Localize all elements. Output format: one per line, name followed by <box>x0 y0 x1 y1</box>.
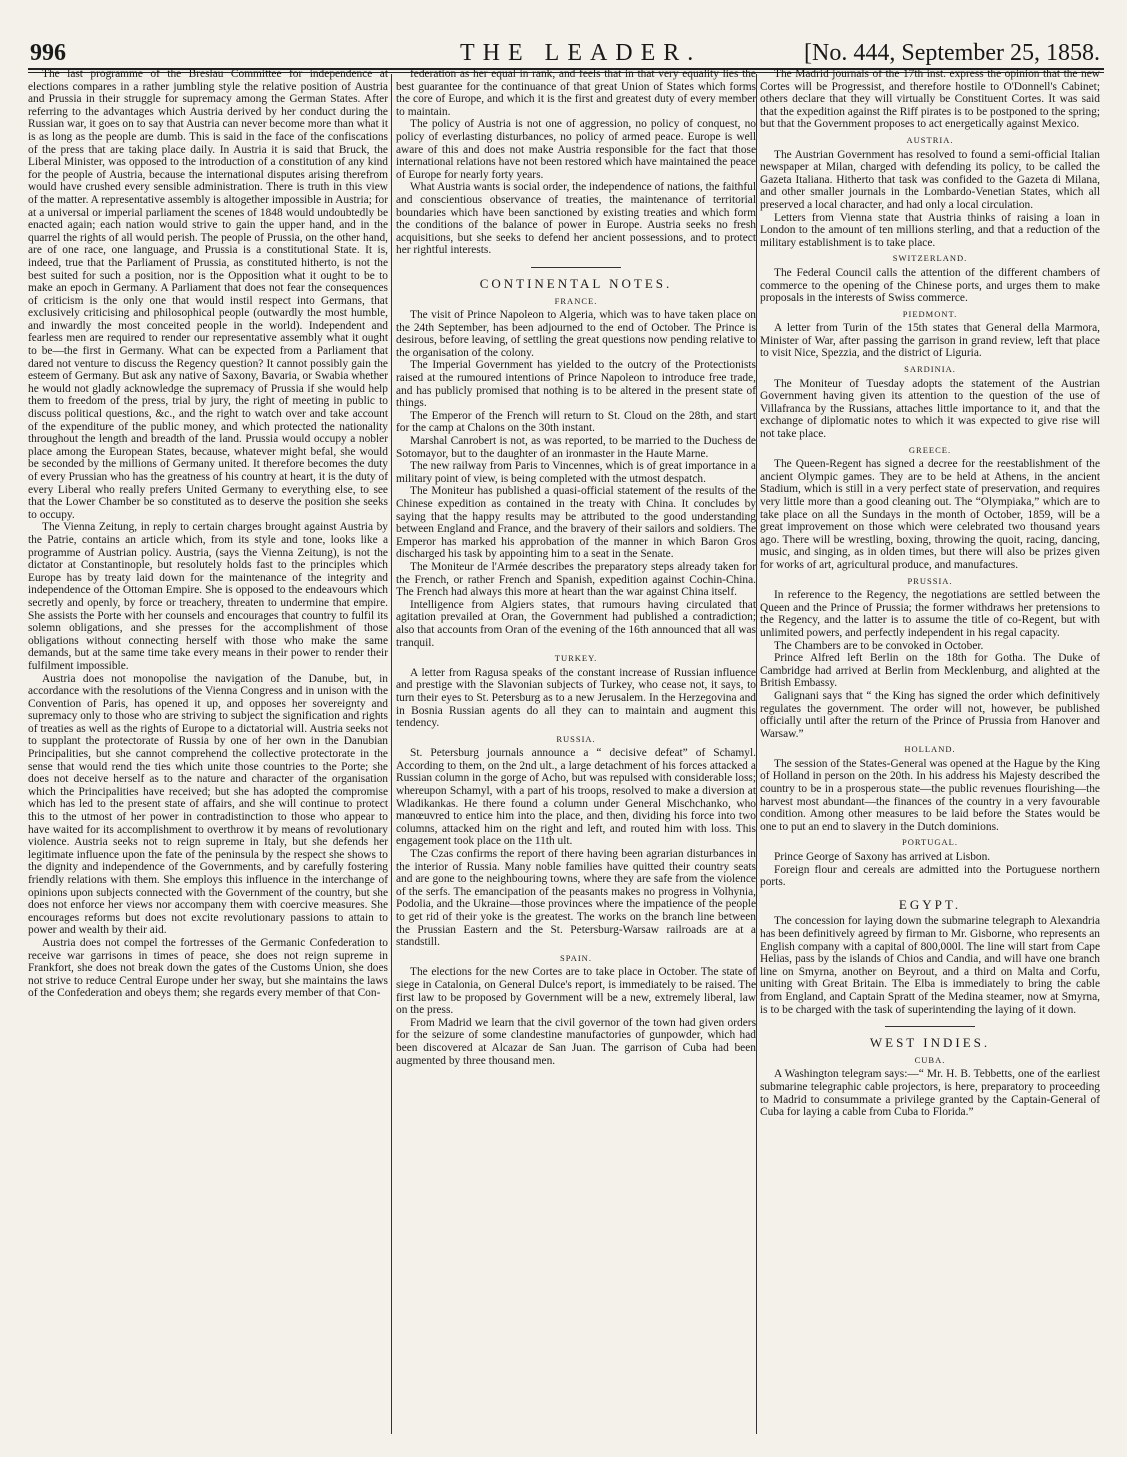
paragraph: The Imperial Government has yielded to the outcry of the Protectionists raised at the rumoured intentions of Prince Napoleon to introduce free trade, and has publicly promised that nothing is to be altered in the present state of things. <box>396 359 756 410</box>
section-heading: CONTINENTAL NOTES. <box>479 275 673 291</box>
paragraph: In reference to the Regency, the negotiations are settled between the Queen and the Prince of Prussia; the former withdraws her pretensions to the Regency, and the latter is to assume the title of co-Regent, but with unlimited powers, and perfectly independent in his regal capacity. <box>760 589 1100 639</box>
subsection-heading: PRUSSIA. <box>907 575 953 586</box>
paragraph: Austria does not compel the fortresses of the Germanic Confederation to receive war garrisons in times of peace, she does not reign supreme in Frankfort, she does not break down the gates of the Customs Union, she does not strive to reduce Central Europe under her sway, but she maintains the laws of the Confederation and obeys them; she regards every member of that Con- <box>28 936 388 1000</box>
paragraph: The Czas confirms the report of there having been agrarian disturbances in the interior of Russia. Many noble families have quitted their country seats and are gone to the neighbouring towns, where they are safe from the violence of the serfs. The emancipation of the peasants makes no progress in Volhynia, Podolia, and the Ukraine—those provinces where the impatience of the people to get rid of their yoke is the greatest. The works on the branch line between the Prussian Eastern and the St. Petersburg-Warsaw railroads are at a standstill. <box>396 848 756 949</box>
paragraph: The Moniteur has published a quasi-official statement of the results of the Chinese expedition as contained in the treaty with China. It concludes by saying that the happy results may be attributed to the good understanding between England and France, and the bravery of their sailors and soldiers. The Emperor has marked his approbation of the manner in which Baron Gros discharged his task by appointing him to a seat in the Senate. <box>396 485 756 561</box>
page-number: 996 <box>30 40 66 66</box>
section-heading: EGYPT. <box>898 896 962 912</box>
subsection-heading: AUSTRIA. <box>906 134 954 145</box>
paragraph: Galignani says that “ the King has signed the order which definitively regulates the government. The order will not, however, be published officially until after the return of the Prince of Prussia from Hanover and Warsaw.” <box>760 689 1100 740</box>
paragraph: The last programme of the Breslau Committee for independence at elections compares in a rather jumbling style the relative position of Austria and Prussia in their struggle for supremacy among the German States. After referring to the advantages which Austria derived by her conduct during the Russian war, it goes on to say that Austria can never become more than what it is as long as the people are dumb. This is said in the face of the confiscations of the press that are taking place daily. In Austria it is said that Bruck, the Liberal Minister, was opposed to the introduction of a constitution of any kind for the people of Austria, because the international disputes arising therefrom would have crushed every sensible administration. There is truth in this view of the matter. A representative assembly is altogether impossible in Austria; for at a universal or imperial parliament the scenes of 1848 would undoubtedly be enacted again; each nation would strive to gain the upper hand, and in the quarrel the rights of all would perish. The people of Prussia, on the other hand, are of one race, one language, and Prussia is a constitutional State. It is, indeed, true that the Parliament of Prussia, as constituted hitherto, is not the best suited for such a position, nor is the Opposition what it ought to be to make an epoch in Germany. A Parliament that does not fear the consequences of criticism is the only one that would instil respect into Germans, that exclusively criticising and philosophical people (outwardly the most humble, and inwardly the most conceited people in the world). Independent and fearless men are required to render our representative assembly what it ought to be—the first in Germany. What can be expected from a Parliament that dared not venture to discuss the Regency question? It cannot possibly gain the esteem of Germany. But ask any native of Saxony, Bavaria, or Swabia whether he would not gladly acknowledge the supremacy of Prussia if she would help them to freedom of the press, trial by jury, the right of meeting in public to discuss political questions, &c., and the right to watch over and take account of the expenditure of the public money, and which protected the nationality throughout the length and breadth of the land. Prussia would occupy a nobler place among the European States, because, whatever might befal, she would be seconded by the millions of Germany united. It therefore becomes the duty of every Prussian who has the greatness of his country at heart, it is the duty of every Liberal who really prefers United Germany to everything else, to see that the Lower Chamber be so constituted as to deserve the position she seeks to occupy. <box>28 68 388 521</box>
subsection-heading: PIEDMONT. <box>902 308 958 319</box>
paragraph: Prince George of Saxony has arrived at Lisbon. <box>774 851 991 864</box>
paragraph: The elections for the new Cortes are to take place in October. The state of siege in Catalonia, on General Dulce's report, is immediately to be raised. The first law to be proposed by Government will be a new, extremely liberal, law on the press. <box>396 966 756 1017</box>
paragraph: The Federal Council calls the attention of the different chambers of commerce to the opening of the Chinese ports, and urges them to make proposals in the interests of Swiss commerce. <box>760 266 1100 305</box>
paragraph: The Vienna Zeitung, in reply to certain charges brought against Austria by the Patrie, contains an article which, from its style and tone, looks like a programme of Austrian policy. Austria, (says the Vienna Zeitung), is not the dictator at Constantinople, but resolutely holds fast to the principles which Europe has by treaty laid down for the maintenance of the integrity and independence of the Ottoman Empire. She is opposed to the endeavours which secretly and openly, by force or treachery, threaten to undermine that empire. She assists the Porte with her counsels and encourages that country to fulfil its solemn obligations, and she presses for the accomplishment of those obligations without connecting herself with those who make the same demands, but at the same time take every means in their power to render their fulfilment impossible. <box>28 521 388 672</box>
subsection-heading: CUBA. <box>914 1054 946 1065</box>
section-divider <box>531 267 621 268</box>
paragraph: Intelligence from Algiers states, that rumours having circulated that agitation prevailed at Oran, the Government had published a contradiction; also that accounts from Oran of the evening of the 16th announced that all was tranquil. <box>396 598 756 649</box>
paragraph: Foreign flour and cereals are admitted into the Portuguese northern ports. <box>760 863 1100 889</box>
paragraph: From Madrid we learn that the civil governor of the town had given orders for the seizure of some clandestine manufactories of gunpowder, which had been discovered at Alcazar de San Juan. The garrison of Cuba had been augmented by three thousand men. <box>396 1016 756 1067</box>
paragraph: A Washington telegram says:—“ Mr. H. B. Tebbetts, one of the earliest submarine telegraphic cable projectors, is here, preparatory to proceeding to Madrid to consummate a privilege granted by the Captain-General of Cuba for laying a cable from Cuba to Florida.” <box>760 1068 1100 1119</box>
subsection-heading: GREECE. <box>908 444 952 455</box>
paragraph: The policy of Austria is not one of aggression, no policy of conquest, no policy of everlasting disturbances, no policy of armed peace. Europe is well aware of this and does not make Austria responsible for the fact that those international relations have not been restored which have maintained the peace of Europe for nearly forty years. <box>396 118 756 181</box>
paragraph: The concession for laying down the submarine telegraph to Alexandria has been definitively agreed by firman to Mr. Gisborne, who represents an English company with a capital of 800,000l. The line will start from Cape Helias, pass by the islands of Chios and Candia, and will have one branch line on Smyrna, another on Beyrout, and a third on Malta and Corfu, uniting with Great Britain. The Elba is immediately to bring the cable from England, and Captain Spratt of the Medina steamer, now at Smyrna, is to be charged with the task of superintending the laying of it down. <box>760 915 1100 1016</box>
paragraph: The Austrian Government has resolved to found a semi-official Italian newspaper at Milan, charged with defending its policy, to be called the Gazeta Italiana. Hitherto that task was confided to the Gazeta di Milana, and other smaller journals in the Lombardo-Venetian States, which all preserved a local character, and had only a local circulation. <box>760 148 1100 211</box>
subsection-heading: TURKEY. <box>554 653 598 664</box>
paragraph: Marshal Canrobert is not, as was reported, to be married to the Duchess de Sotomayor, but to the daughter of an ironmaster in the Haute Marne. <box>396 435 756 460</box>
column-1 <box>28 68 388 1440</box>
column-rule <box>391 74 392 1434</box>
paragraph: St. Petersburg journals announce a “ decisive defeat” of Schamyl. According to them, on the 2nd ult., a large detachment of his forces attacked a Russian column in the gorge of Acho, but was repulsed with considerable loss; whereupon Schamyl, with a part of his troops, resolved to make a diversion at Wladikankas. He there found a column under General Mischchanko, who manœuvred to entice him into the place, and then, dividing his force into two columns, attacked him on the right and left, and routed him with loss. This engagement took place on the 11th ult. <box>396 747 756 848</box>
column-2 <box>396 68 756 1440</box>
subsection-heading: HOLLAND. <box>904 744 956 755</box>
subsection-heading: FRANCE. <box>554 295 598 306</box>
paragraph: The Queen-Regent has signed a decree for the reestablishment of the ancient Olympic games. They are to be held at Athens, in the ancient Stadium, which is still in a very perfect state of preservation, and requires very little more than a good cleaning out. The “Olympiaka,” which are to take place on all the Sundays in the month of October, 1859, will be a great improvement on those which were celebrated two thousand years ago. There will be wrestling, boxing, throwing the quoit, racing, dancing, music, and singing, as in olden times, but there will also be prizes given for works of art, agricultural produce, and manufactures. <box>760 458 1100 571</box>
masthead <box>30 38 1100 68</box>
paragraph: The Moniteur of Tuesday adopts the statement of the Austrian Government having given its attention to the question of the use of Villafranca by the Russians, attaches little importance to it, and that the exchange of diplomatic notes to which it was expected to give rise will not take place. <box>760 377 1100 441</box>
newspaper-title: THE LEADER. <box>460 40 702 66</box>
section-heading: WEST INDIES. <box>869 1035 991 1051</box>
paragraph: A letter from Ragusa speaks of the constant increase of Russian influence and prestige with the Slavonian subjects of Turkey, who cease not, it says, to turn their eyes to St. Petersburg as to a new Jerusalem. In the Herzegovina and in Bosnia Russian agents do all they can to maintain and augment this tendency. <box>396 666 756 730</box>
column-rule <box>756 74 757 1434</box>
paragraph: The Moniteur de l'Armée describes the preparatory steps already taken for the French, or rather French and Spanish, expedition against Cochin-China. The French had always this more at heart than the war against China itself. <box>396 560 756 599</box>
paragraph: Prince Alfred left Berlin on the 18th for Gotha. The Duke of Cambridge had arrived at Berlin from Mecklenburg, and alighted at the British Embassy. <box>760 652 1100 690</box>
column-3 <box>760 68 1100 1440</box>
subsection-heading: SARDINIA. <box>904 364 956 375</box>
paragraph: federation as her equal in rank, and feels that in that very equality lies the best guarantee for the continuance of that great Union of States which forms the core of Europe, and which it is the first and greatest duty of every member to maintain. <box>396 68 756 118</box>
paragraph: The new railway from Paris to Vincennes, which is of great importance in a military point of view, is being completed with the utmost despatch. <box>396 460 756 485</box>
paragraph: Austria does not monopolise the navigation of the Danube, but, in accordance with the resolutions of the Vienna Congress and in unison with the Convention of Paris, has opened it up, and opposes her sovereignty and supremacy only to those who are striving to subject the signification and rights of treaties as well as the rights of Europe to a dictatorial will. Austria seeks not to supplant the protectorate of Russia by one of her own in the Danubian Principalities, but she cannot comprehend the collective protectorate in the sense that would rend the ties which unite those countries to the Porte; she does not deceive herself as to the nature and character of the organisation which the Principalities have received; but she has adopted the compromise which has led to the present state of affairs, and she will continue to protect this to the utmost of her power in contradistinction to those who appear to have waited for its accomplishment to overthrow it by means of revolutionary violence. Austria seeks not to reign supreme in Italy, but she defends her legitimate influence upon the fate of the peninsula by the respect she shows to the dignity and independence of the Governments, and by carefully fostering friendly relations with them. She employs this influence in the interchange of opinions upon subjects connected with the Government of the country, but she does not enforce her views nor accompany them with coercive measures. She encourages reforms but does not excite revolutionary passions to attain to power and wealth by their aid. <box>28 672 388 937</box>
paragraph: What Austria wants is social order, the independence of nations, the faithful and conscientious observance of treaties, the maintenance of territorial boundaries which have been sanctioned by existing treaties and which form the conditions of the balance of power in Europe. Austria seeks no fresh acquisitions, but she seeks to defend her ancient possessions, and to protect her rightful interests. <box>396 181 756 257</box>
paragraph: The Emperor of the French will return to St. Cloud on the 28th, and start for the camp at Chalons on the 30th instant. <box>396 409 756 435</box>
issue-date: [No. 444, September 25, 1858. <box>804 40 1100 66</box>
subsection-heading: SWITZERLAND. <box>892 253 968 264</box>
subsection-heading: RUSSIA. <box>556 733 596 744</box>
subsection-heading: SPAIN. <box>560 952 592 963</box>
paragraph: A letter from Turin of the 15th states that General della Marmora, Minister of War, after passing the garrison in grand review, left that place to visit Nice, Spezzia, and the district of Liguria. <box>760 322 1100 360</box>
paragraph: The Chambers are to be convoked in October. <box>774 639 984 652</box>
paragraph: Letters from Vienna state that Austria thinks of raising a loan in London to the amount of ten millions sterling, and that a reduction of the military establishment is to take place. <box>760 211 1100 249</box>
section-divider <box>885 1026 975 1027</box>
paragraph: The visit of Prince Napoleon to Algeria, which was to have taken place on the 24th September, has been adjourned to the end of October. The Prince is desirous, before leaving, of settling the great questions now pending relative to the organisation of the colony. <box>396 309 756 359</box>
paragraph: The Madrid journals of the 17th inst. express the opinion that the new Cortes will be Progressist, and therefore hostile to O'Donnell's Cabinet; others declare that they will virtually be Constituent Cortes. It was said that the expedition against the Riff pirates is to be postponed to the spring; but that the Government proposes to act energetically against Mexico. <box>760 68 1100 131</box>
subsection-heading: PORTUGAL. <box>902 837 958 848</box>
paragraph: The session of the States-General was opened at the Hague by the King of Holland in person on the 20th. In his address his Majesty described the country to be in a prosperous state—the public revenues flourishing—the harvest most abundant—the finances of the country in a very favourable condition. Among other measures to be laid before the States would be one to put an end to slavery in the Dutch dominions. <box>760 757 1100 833</box>
